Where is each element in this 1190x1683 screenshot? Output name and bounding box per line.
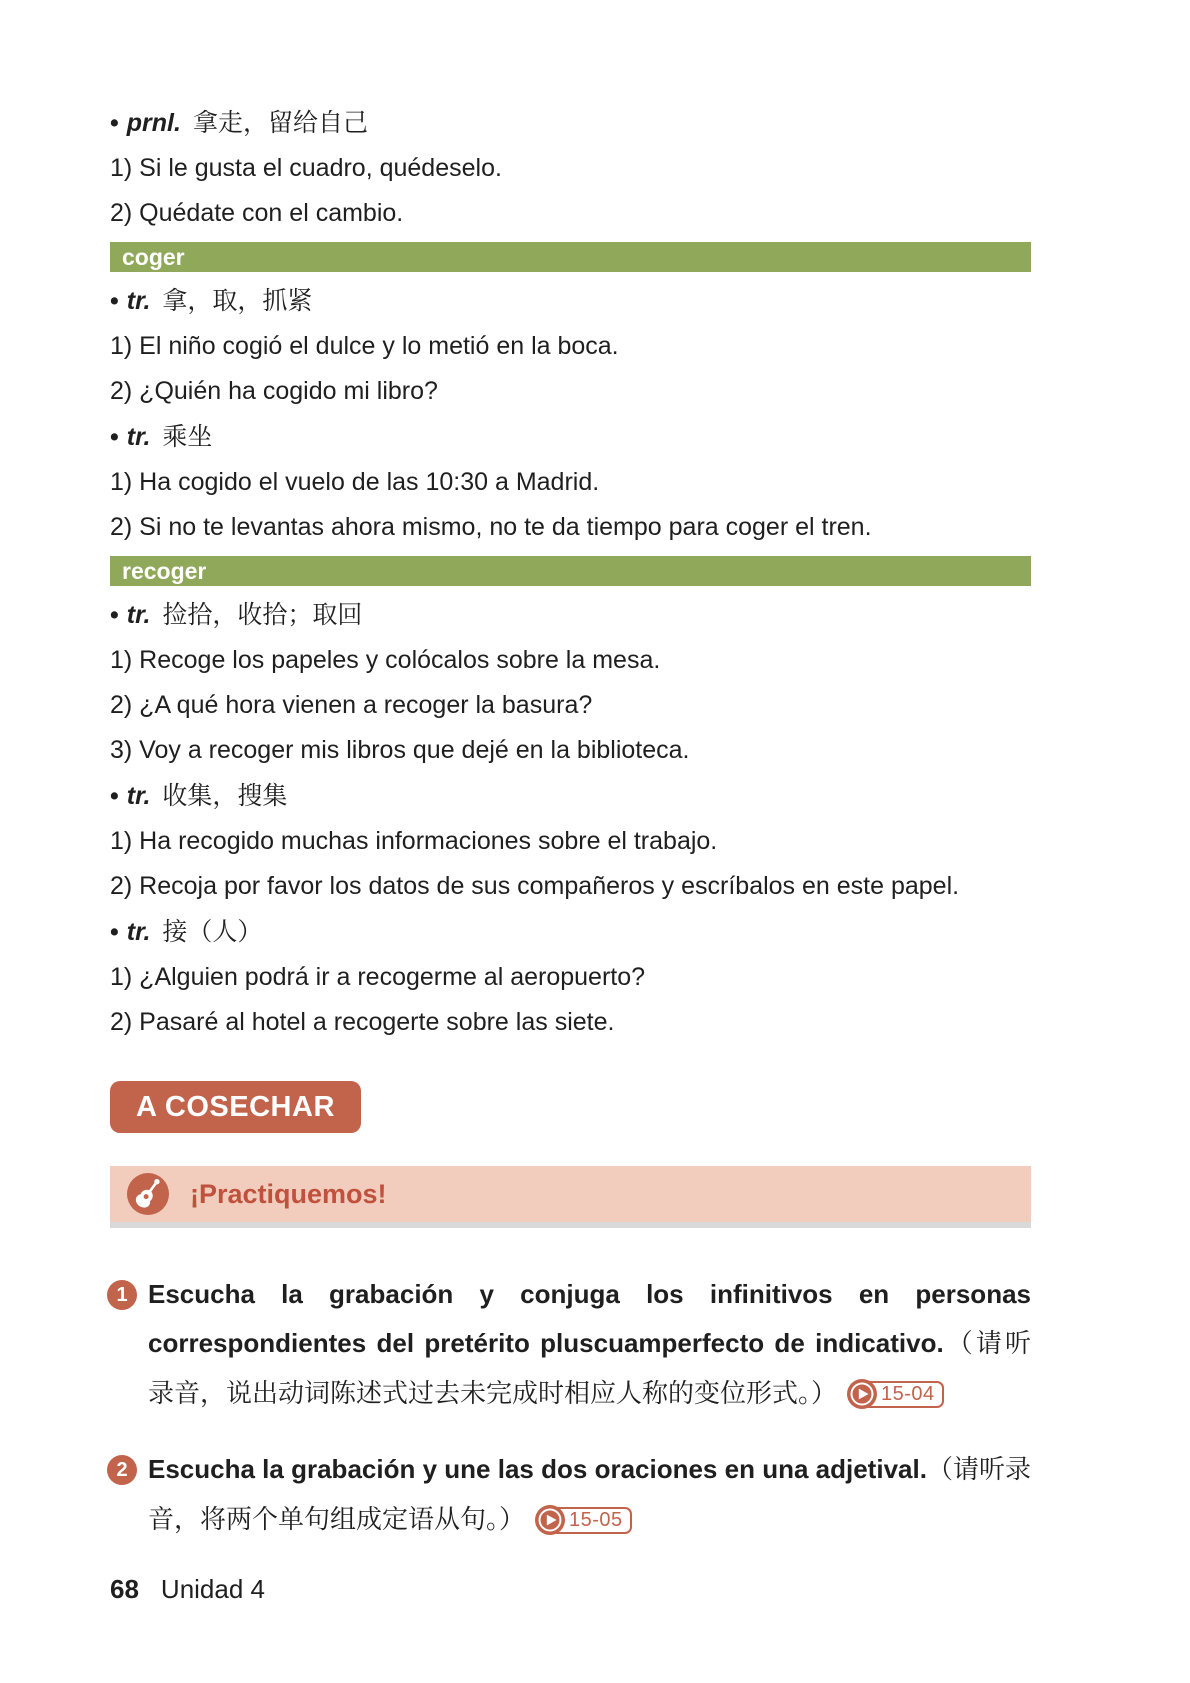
bullet-marker: • bbox=[110, 782, 119, 810]
headword-bar-coger: coger bbox=[110, 242, 1031, 272]
part-of-speech: prnl. bbox=[126, 109, 181, 137]
chinese-gloss: 接（人） bbox=[162, 917, 263, 946]
sense-line bbox=[110, 773, 1031, 819]
part-of-speech: tr. bbox=[126, 287, 151, 315]
part-of-speech: tr. bbox=[126, 423, 151, 451]
sense-line bbox=[110, 909, 1031, 955]
exercise-item bbox=[110, 1270, 1031, 1419]
chinese-gloss: 拿走，留给自己 bbox=[192, 108, 368, 137]
example-sentence: 2) Si no te levantas ahora mismo, no te da tiempo para coger el tren. bbox=[110, 513, 872, 541]
exercise-number-badge: 1 bbox=[107, 1280, 137, 1310]
sense-line bbox=[110, 100, 1031, 146]
section-title-a-cosechar: A COSECHAR bbox=[110, 1081, 361, 1133]
part-of-speech: tr. bbox=[126, 918, 151, 946]
example-sentence: 1) Si le gusta el cuadro, quédeselo. bbox=[110, 154, 502, 182]
bullet-marker: • bbox=[110, 918, 119, 946]
play-icon bbox=[847, 1379, 877, 1409]
bullet-marker: • bbox=[110, 109, 119, 137]
audio-track-label: 15-05 bbox=[550, 1507, 632, 1534]
example-sentence: 1) Recoge los papeles y colócalos sobre la mesa. bbox=[110, 646, 661, 674]
chinese-gloss: 收集，搜集 bbox=[162, 781, 288, 810]
chinese-gloss: 乘坐 bbox=[162, 422, 213, 451]
example-sentence: 2) ¿Quién ha cogido mi libro? bbox=[110, 377, 438, 405]
guitar-icon bbox=[126, 1172, 170, 1221]
practice-banner-label: ¡Practiquemos! bbox=[190, 1179, 387, 1209]
exercise-number-badge: 2 bbox=[107, 1455, 137, 1485]
page-footer bbox=[110, 1574, 265, 1605]
chinese-gloss: 拿，取，抓紧 bbox=[162, 286, 313, 315]
page-content bbox=[110, 100, 1031, 1545]
part-of-speech: tr. bbox=[126, 601, 151, 629]
play-icon bbox=[535, 1505, 565, 1535]
bullet-marker: • bbox=[110, 601, 119, 629]
sense-line bbox=[110, 592, 1031, 638]
example-sentence: 1) ¿Alguien podrá ir a recogerme al aeropuerto? bbox=[110, 963, 646, 991]
exercise-item bbox=[110, 1445, 1031, 1545]
example-sentence: 1) Ha recogido muchas informaciones sobre el trabajo. bbox=[110, 827, 718, 855]
part-of-speech: tr. bbox=[126, 782, 151, 810]
example-sentence: 2) Pasaré al hotel a recogerte sobre las siete. bbox=[110, 1008, 615, 1036]
audio-track-label: 15-04 bbox=[862, 1381, 944, 1408]
example-sentence: 2) Quédate con el cambio. bbox=[110, 199, 404, 227]
example-sentence: 1) Ha cogido el vuelo de las 10:30 a Madrid. bbox=[110, 468, 600, 496]
example-sentence: 3) Voy a recoger mis libros que dejé en la biblioteca. bbox=[110, 736, 690, 764]
bullet-marker: • bbox=[110, 287, 119, 315]
audio-badge[interactable] bbox=[535, 1505, 632, 1535]
sense-line bbox=[110, 414, 1031, 460]
exercise-instruction-chinese: （请听录音，说出动词陈述式过去未完成时相应人称的变位形式。） bbox=[148, 1329, 1031, 1409]
practice-banner bbox=[110, 1166, 1031, 1228]
exercise-instruction-chinese: （请听录音，将两个单句组成定语从句。） bbox=[148, 1455, 1031, 1535]
exercise-instruction-spanish: Escucha la grabación y une las dos oraciones en una adjetival. bbox=[148, 1454, 927, 1484]
audio-badge[interactable] bbox=[847, 1379, 944, 1409]
example-sentence: 1) El niño cogió el dulce y lo metió en la boca. bbox=[110, 332, 619, 360]
chinese-gloss: 捡拾，收拾；取回 bbox=[162, 600, 363, 629]
headword-bar-recoger: recoger bbox=[110, 556, 1031, 586]
unit-label: Unidad 4 bbox=[160, 1574, 265, 1604]
exercise-instruction-spanish: Escucha la grabación y conjuga los infinitivos en personas correspondientes del pretérito pluscuamperfecto de indicativo. bbox=[148, 1279, 1031, 1358]
example-sentence: 2) ¿A qué hora vienen a recoger la basura? bbox=[110, 691, 593, 719]
example-sentence: 2) Recoja por favor los datos de sus compañeros y escríbalos en este papel. bbox=[110, 872, 960, 900]
bullet-marker: • bbox=[110, 423, 119, 451]
sense-line bbox=[110, 278, 1031, 324]
page-number: 68 bbox=[110, 1574, 139, 1604]
